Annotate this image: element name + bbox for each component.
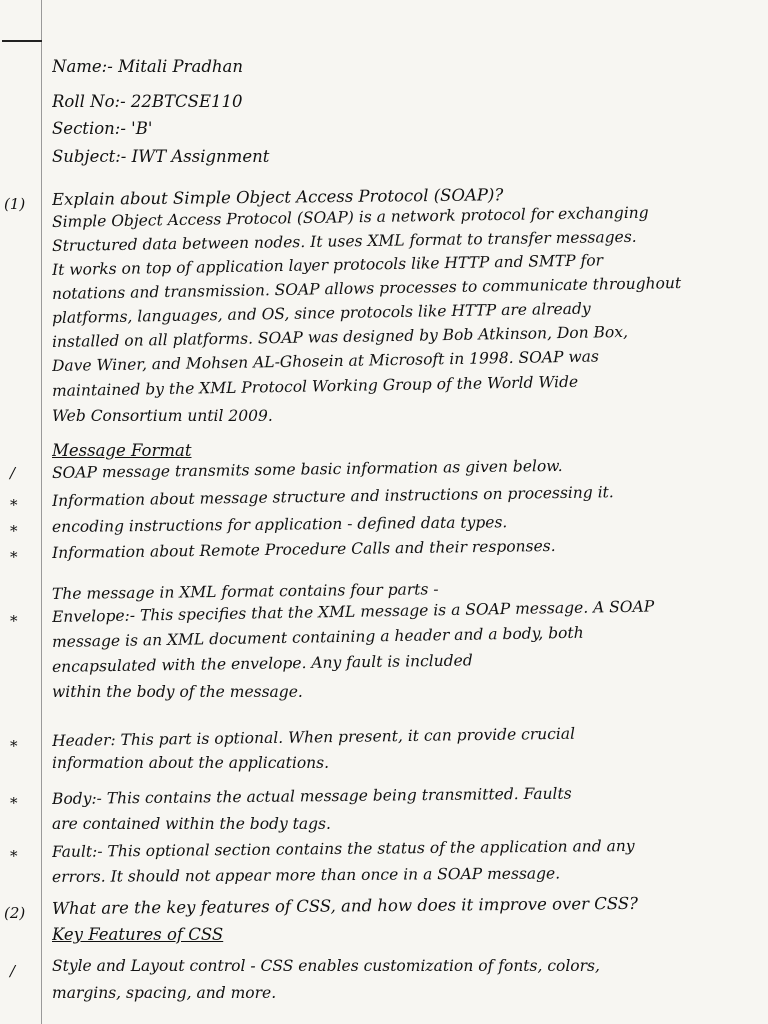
q1-para-line-8: maintained by the XML Protocol Working Group of the World Wide <box>51 372 579 400</box>
format-bullet-3: Information about Remote Procedure Calls and their responses. <box>51 536 556 562</box>
bullet-star: * <box>10 496 18 514</box>
style-layout-line-1: Style and Layout control - CSS enables customization of fonts, colors, <box>52 957 600 975</box>
q1-para-line-4: notations and transmission. SOAP allows processes to communicate throughout <box>51 274 682 303</box>
margin-rule <box>41 0 42 1024</box>
roll-number: Roll No:- 22BTCSE110 <box>52 92 243 111</box>
q1-para-line-7: Dave Winer, and Mohsen AL-Ghosein at Microsoft in 1998. SOAP was <box>51 347 599 375</box>
subject: Subject:- IWT Assignment <box>52 147 270 166</box>
fault-line-2: errors. It should not appear more than once in a SOAP message. <box>51 864 561 886</box>
question-1-text: Explain about Simple Object Access Protocol (SOAP)? <box>51 185 504 209</box>
key-features-heading: Key Features of CSS <box>52 925 224 944</box>
q1-para-line-3: It works on top of application layer protocols like HTTP and SMTP for <box>51 251 604 279</box>
q1-para-line-9: Web Consortium until 2009. <box>52 407 273 425</box>
header-part-line-1: Header: This part is optional. When present, it can provide crucial <box>51 724 576 750</box>
bullet-star: * <box>10 737 18 755</box>
q1-para-line-6: installed on all platforms. SOAP was designed by Bob Atkinson, Don Box, <box>51 322 629 351</box>
student-name: Name:- Mitali Pradhan <box>52 57 243 76</box>
header-part-line-2: information about the applications. <box>52 754 330 772</box>
body-part-line-2: are contained within the body tags. <box>52 815 331 833</box>
bullet-star: * <box>10 794 18 812</box>
question-1-number: (1) <box>4 195 26 213</box>
envelope-line-2: message is an XML document containing a header and a body, both <box>51 623 584 651</box>
message-format-heading: Message Format <box>52 441 192 460</box>
parts-intro: The message in XML format contains four parts - <box>51 580 439 603</box>
envelope-line-3: encapsulated with the envelope. Any fault is included <box>51 651 473 676</box>
q1-para-line-2: Structured data between nodes. It uses XML format to transfer messages. <box>51 227 637 255</box>
question-2-number: (2) <box>4 904 26 922</box>
section: Section:- 'B' <box>52 119 153 138</box>
bullet-star: * <box>10 847 18 865</box>
bullet-star: * <box>10 522 18 540</box>
envelope-line-4: within the body of the message. <box>52 683 303 701</box>
format-bullet-1: Information about message structure and instructions on processing it. <box>51 483 614 510</box>
slash-mark: / <box>10 464 16 482</box>
envelope-line-1: Envelope:- This specifies that the XML message is a SOAP message. A SOAP <box>51 597 655 626</box>
body-part-line-1: Body:- This contains the actual message being transmitted. Faults <box>51 784 572 808</box>
q1-para-line-5: platforms, languages, and OS, since protocols like HTTP are already <box>51 299 591 327</box>
fault-line-1: Fault:- This optional section contains the status of the application and any <box>51 836 635 861</box>
question-2-text: What are the key features of CSS, and how does it improve over CSS? <box>51 893 639 918</box>
bullet-star: * <box>10 612 18 630</box>
format-bullet-2: encoding instructions for application - defined data types. <box>51 513 508 536</box>
style-layout-line-2: margins, spacing, and more. <box>52 984 277 1002</box>
format-intro: SOAP message transmits some basic information as given below. <box>51 456 563 482</box>
top-rule <box>2 40 42 42</box>
slash-mark: / <box>10 962 16 980</box>
bullet-star: * <box>10 548 18 566</box>
q1-para-line-1: Simple Object Access Protocol (SOAP) is a network protocol for exchanging <box>51 203 649 231</box>
